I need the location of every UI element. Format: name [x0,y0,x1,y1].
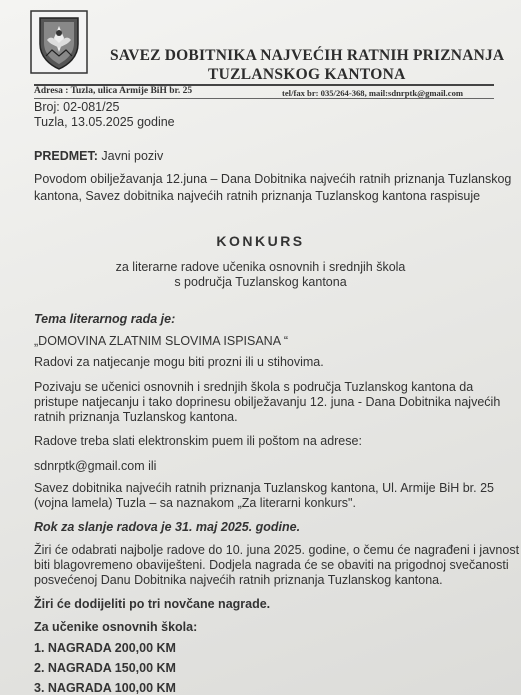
prizes-heading: Žiri će dodijeliti po tri novčane nagrade. [34,597,271,611]
intro-line-2: kantona, Savez dobitnika najvećih ratnih priznanja Tuzlanskog kantona raspisuje [34,189,481,203]
prize-2: 2. NAGRADA 150,00 KM [34,661,176,675]
coat-of-arms-logo [30,10,88,74]
subtitle-line-2: s područja Tuzlanskog kantona [174,275,347,289]
deadline: Rok za slanje radova je 31. maj 2025. godine. [34,520,301,534]
invite-line-2: pristupe natjecanju i tako doprinesu obilježavanju 12. juna - Dana Dobitnika najvećih [34,395,501,409]
document-title: KONKURS [216,233,305,249]
postal-line-2: (vojna lamela) Tuzla – sa naznakom „Za literarni konkurs". [34,496,356,510]
postal-line-1: Savez dobitnika najvećih ratnih priznanja Tuzlanskog kantona, Ul. Armije BiH br. 25 [34,481,494,495]
email-line: sdnrptk@gmail.com ili [34,459,157,473]
prize-1: 1. NAGRADA 200,00 KM [34,641,176,655]
subject-line [34,149,163,163]
intro-line-1: Povodom obilježavanja 12.juna – Dana Dobitnika najvećih ratnih priznanja Tuzlanskog [34,172,512,186]
org-name-line1: SAVEZ DOBITNIKA NAJVEĆIH RATNIH PRIZNANJA [110,47,505,64]
send-paragraph: Radove treba slati elektronskim puem ili poštom na adrese: [34,434,362,448]
jury-line-3: posvećenoj Danu Dobitnika najvećih ratnih priznanja Tuzlanskog kantona. [34,573,443,587]
primary-school-heading: Za učenike osnovnih škola: [34,620,198,634]
header-rule-bottom [34,98,494,99]
document-place-date: Tuzla, 13.05.2025 godine [34,115,175,129]
form-paragraph: Radovi za natjecanje mogu biti prozni ili u stihovima. [34,355,324,369]
jury-line-1: Žiri će odabrati najbolje radove do 10. juna 2025. godine, o čemu će nagrađeni i javnost [34,543,520,557]
prize-3: 3. NAGRADA 100,00 KM [34,681,176,695]
subtitle-line-1: za literarne radove učenika osnovnih i srednjih škola [115,260,406,274]
jury-line-2: biti blagovremeno obaviješteni. Dodjela nagrada će se obaviti na prigodnoj svečanosti [34,558,509,572]
invite-line-3: ratnih priznanja Tuzlanskog kantona. [34,410,238,424]
org-address: Adresa : Tuzla, ulica Armije BiH br. 25 [34,86,193,96]
subject-label: PREDMET: [34,149,98,163]
theme-label: Tema literarnog rada je: [34,312,176,326]
theme-title: „DOMOVINA ZLATNIM SLOVIMA ISPISANA “ [34,334,288,348]
invite-line-1: Pozivaju se učenici osnovnih i srednjih škola s područja Tuzlanskog kantona da [34,380,474,394]
org-name-line2: TUZLANSKOG KANTONA [208,66,406,83]
org-contact: tel/fax br: 035/264-368, mail:sdnrptk@gmail.com [282,88,464,98]
document-number: Broj: 02-081/25 [34,100,120,114]
subject-value: Javni poziv [97,149,164,163]
